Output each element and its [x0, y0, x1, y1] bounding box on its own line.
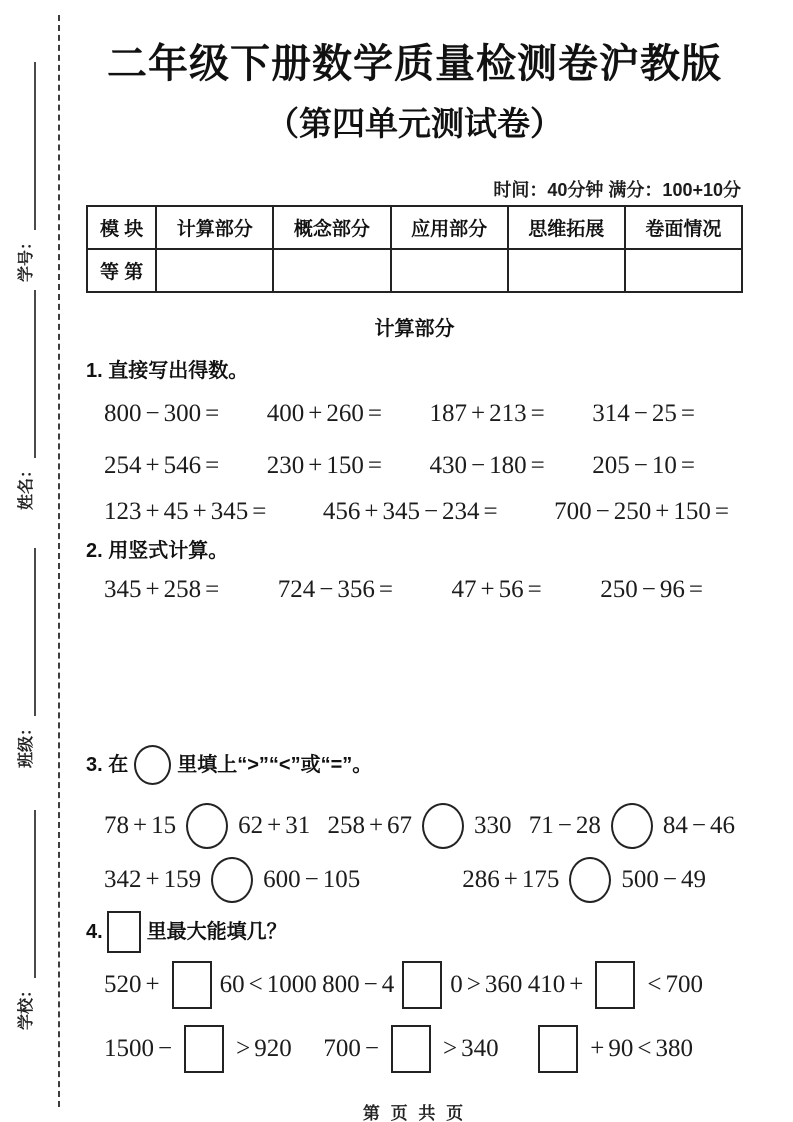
margin-field-label: 学号： [18, 233, 35, 282]
cut-line [58, 15, 60, 1107]
comparison-circle-icon [134, 745, 171, 785]
equation: 84 − 46 [662, 812, 735, 840]
equation: 1500 − [104, 1035, 173, 1063]
answer-box [172, 961, 212, 1009]
q4-label-suffix: 里最大能填几？ [146, 921, 287, 944]
score-header-cell: 概念部分 [273, 206, 390, 249]
score-header-cell: 卷面情况 [625, 206, 742, 249]
equation: 187 + 213 = [429, 400, 545, 428]
comparison-item [327, 803, 511, 849]
comparison-circle [569, 857, 611, 903]
equation: 286 + 175 [462, 866, 560, 894]
fill-box-item [323, 1025, 498, 1073]
fill-box-item [322, 961, 522, 1009]
main-content [86, 0, 743, 1122]
equation: 250 − 96 = [600, 576, 703, 604]
answer-box [595, 961, 635, 1009]
score-table [86, 205, 743, 293]
score-grade-cell [508, 249, 625, 292]
equation: 62 + 31 [238, 812, 311, 840]
q1-row3 [86, 497, 743, 527]
equation: 330 [474, 812, 512, 840]
margin-field-label: 学校： [18, 981, 35, 1030]
comparison-circle [211, 857, 253, 903]
answer-box [391, 1025, 431, 1073]
equation: 430 − 180 = [429, 452, 545, 480]
q3-label-suffix: 里填上“>”“<”或“=”。 [177, 754, 373, 777]
score-header-cell: 模 块 [87, 206, 156, 249]
q1-row1 [86, 399, 743, 429]
score-table-header-row [87, 206, 742, 249]
q4-row2 [86, 1025, 743, 1073]
equation: < 700 [647, 971, 703, 999]
q2-label: 2. 用竖式计算。 [86, 540, 229, 563]
answer-box-icon [107, 911, 141, 953]
equation: 600 − 105 [263, 866, 361, 894]
answer-box [402, 961, 442, 1009]
equation: 800 − 4 [322, 971, 395, 999]
equation: 0 > 360 [450, 971, 523, 999]
q2-row [86, 575, 743, 605]
equation: 205 − 10 = [592, 452, 695, 480]
equation: 123 + 45 + 345 = [104, 498, 267, 526]
page-subtitle: （第四单元测试卷） [266, 105, 563, 142]
score-row-label: 等 第 [87, 249, 156, 292]
equation: 314 − 25 = [592, 400, 695, 428]
equation: 500 − 49 [621, 866, 706, 894]
q3-row1 [86, 803, 743, 849]
equation: + 90 < 380 [590, 1035, 693, 1063]
equation: 520 + [104, 971, 160, 999]
equation: 800 − 300 = [104, 400, 220, 428]
margin-field-class [12, 548, 36, 768]
comparison-item [462, 857, 706, 903]
equation: 254 + 546 = [104, 452, 220, 480]
q1-label: 1. 直接写出得数。 [86, 360, 249, 383]
equation: > 920 [236, 1035, 292, 1063]
fill-box-item [104, 1025, 292, 1073]
equation: 47 + 56 = [451, 576, 542, 604]
q4-label [86, 911, 743, 953]
equation: 724 − 356 = [277, 576, 393, 604]
q3-row2 [86, 857, 743, 903]
margin-field-student-id [12, 62, 36, 282]
comparison-circle [422, 803, 464, 849]
margin-field-school [12, 810, 36, 1030]
equation: 410 + [527, 971, 584, 999]
score-header-cell: 应用部分 [391, 206, 508, 249]
margin-field-label: 班级： [18, 719, 35, 768]
equation: 230 + 150 = [266, 452, 382, 480]
score-grade-cell [625, 249, 742, 292]
score-grade-cell [391, 249, 508, 292]
equation: 456 + 345 − 234 = [322, 498, 498, 526]
q1-row2 [86, 451, 743, 481]
q4-row1 [86, 961, 743, 1009]
fill-box-item [104, 961, 317, 1009]
page-footer: 第 页 共 页 [362, 1104, 467, 1122]
write-in-line [30, 62, 36, 230]
exam-meta: 时间：40分钟 满分：100+10分 [493, 179, 741, 200]
comparison-item [529, 803, 735, 849]
score-header-cell: 思维拓展 [508, 206, 625, 249]
score-grade-cell [273, 249, 390, 292]
score-grade-cell [156, 249, 273, 292]
equation: 258 + 67 [327, 812, 413, 840]
equation: > 340 [443, 1035, 499, 1063]
margin-field-label: 姓名： [18, 461, 35, 510]
comparison-circle [186, 803, 228, 849]
fill-box-item [530, 1025, 693, 1073]
equation: 71 − 28 [528, 812, 601, 840]
equation: 345 + 258 = [104, 576, 220, 604]
section-title: 计算部分 [374, 318, 455, 341]
score-header-cell: 计算部分 [156, 206, 273, 249]
comparison-item [104, 803, 310, 849]
answer-box [184, 1025, 224, 1073]
answer-box [538, 1025, 578, 1073]
q3-label [86, 745, 743, 785]
equation: 78 + 15 [104, 812, 177, 840]
equation: 60 < 1000 [219, 971, 317, 999]
page-title: 二年级下册数学质量检测卷沪教版 [107, 42, 722, 86]
q4-label-prefix: 4. [86, 921, 103, 944]
write-in-line [30, 290, 36, 458]
comparison-circle [611, 803, 653, 849]
q3-label-prefix: 3. 在 [86, 754, 129, 777]
equation: 342 + 159 [104, 866, 202, 894]
write-in-line [30, 810, 36, 978]
write-in-line [30, 548, 36, 716]
equation: 700 − 250 + 150 = [554, 498, 729, 526]
equation: 400 + 260 = [266, 400, 382, 428]
margin-field-name [12, 290, 36, 510]
fill-box-item [528, 961, 703, 1009]
equation: 700 − [323, 1035, 379, 1063]
score-table-grade-row [87, 249, 742, 292]
comparison-item [104, 857, 360, 903]
